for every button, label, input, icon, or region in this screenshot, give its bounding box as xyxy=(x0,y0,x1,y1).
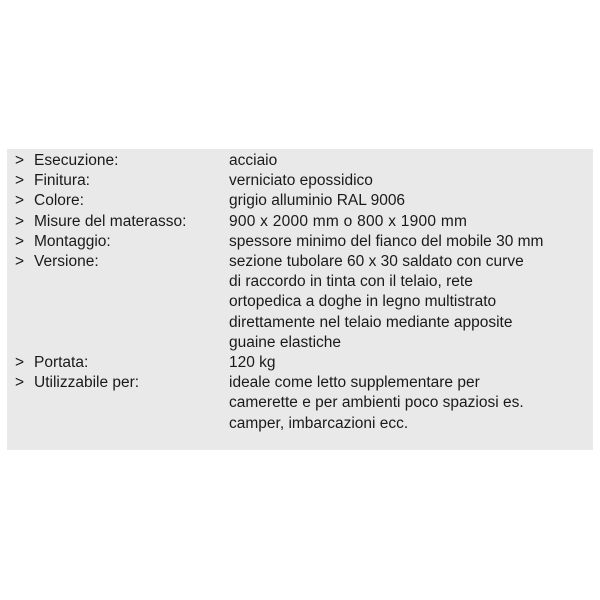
spec-label: Finitura: xyxy=(34,172,90,190)
spec-label: Misure del materasso: xyxy=(34,212,187,230)
spec-value: spessore minimo del fianco del mobile 30 mm xyxy=(229,232,544,250)
bullet-icon: > xyxy=(15,192,25,210)
spec-label: Montaggio: xyxy=(34,232,111,250)
spec-value: verniciato epossidico xyxy=(229,172,373,190)
spec-row-utilizzabile xyxy=(7,373,593,434)
spec-row-misure xyxy=(7,212,593,232)
bullet-icon: > xyxy=(15,354,25,372)
spec-row-portata xyxy=(7,353,593,373)
spec-row-esecuzione xyxy=(7,151,593,171)
bullet-icon: > xyxy=(15,253,25,271)
spec-value: ideale come letto supplementare per camerette e per ambienti poco spaziosi es. camper, imbarcazioni ecc. xyxy=(229,374,524,432)
spec-row-versione xyxy=(7,252,593,353)
spec-row-montaggio xyxy=(7,232,593,252)
bullet-icon: > xyxy=(15,232,25,250)
bullet-icon: > xyxy=(15,172,25,190)
spec-label: Versione: xyxy=(34,253,99,271)
spec-value: 120 kg xyxy=(229,354,276,372)
bullet-icon: > xyxy=(15,152,25,169)
bullet-icon: > xyxy=(15,212,25,230)
spec-value: 900 x 2000 mm o 800 x 1900 mm xyxy=(229,212,468,230)
spec-label: Colore: xyxy=(34,192,84,210)
bullet-icon: > xyxy=(15,374,25,392)
spec-value: grigio alluminio RAL 9006 xyxy=(229,192,406,210)
spec-value: sezione tubolare 60 x 30 saldato con curve di raccordo in tinta con il telaio, rete ortopedica a doghe in legno multistrato direttamente nel telaio mediante apposite guaine elastiche xyxy=(229,253,524,351)
spec-row-colore xyxy=(7,191,593,211)
spec-label: Portata: xyxy=(34,354,89,372)
spec-row-finitura xyxy=(7,171,593,191)
spec-value: acciaio xyxy=(229,152,278,169)
spec-label: Esecuzione: xyxy=(34,152,119,169)
spec-panel xyxy=(7,149,593,450)
spec-label: Utilizzabile per: xyxy=(34,374,140,392)
